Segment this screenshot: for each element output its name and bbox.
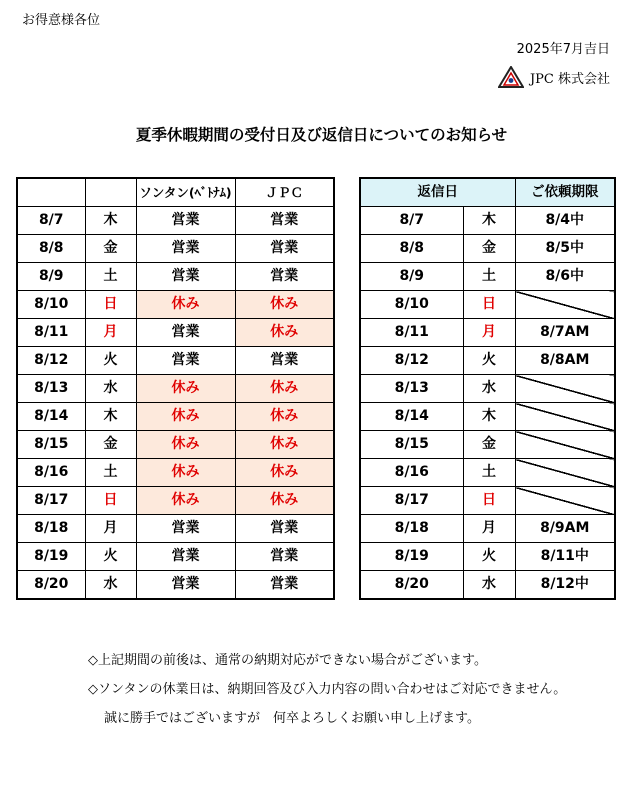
table-header-row (360, 178, 615, 207)
dow-cell: 日 (85, 487, 136, 515)
addressee: お得意様各位 (22, 13, 101, 28)
table-row (360, 403, 615, 431)
notes (88, 646, 566, 733)
reply-dow-cell: 土 (463, 459, 515, 487)
sontan-status-cell: 営業 (136, 347, 235, 375)
date-cell: 8/7 (17, 207, 85, 235)
jpc-status-cell: 休み (235, 431, 334, 459)
reply-dow-cell: 月 (463, 515, 515, 543)
date-cell: 8/13 (17, 375, 85, 403)
header-jpc: ＪＰＣ (235, 178, 334, 207)
jpc-status-cell: 休み (235, 459, 334, 487)
dow-cell: 水 (85, 571, 136, 600)
sontan-status-cell: 営業 (136, 543, 235, 571)
note-3: 誠に勝手ではございますが 何卒よろしくお願い申し上げます。 (104, 711, 480, 726)
deadline-cell: 8/8AM (515, 347, 615, 375)
deadline-cell: 8/9AM (515, 515, 615, 543)
dow-cell: 木 (85, 207, 136, 235)
deadline-cell: 8/6中 (515, 263, 615, 291)
reply-dow-cell: 水 (463, 375, 515, 403)
table-row (17, 235, 334, 263)
table-row (17, 571, 334, 600)
table-row (17, 403, 334, 431)
company-name: JPC 株式会社 (529, 71, 610, 87)
table-row (360, 347, 615, 375)
reply-dow-cell: 金 (463, 431, 515, 459)
reply-date-cell: 8/9 (360, 263, 463, 291)
deadline-cell: 8/4中 (515, 207, 615, 235)
table-row (360, 431, 615, 459)
dow-cell: 金 (85, 235, 136, 263)
sontan-status-cell: 休み (136, 431, 235, 459)
header-deadline: ご依頼期限 (515, 178, 615, 207)
date-cell: 8/18 (17, 515, 85, 543)
reply-dow-cell: 木 (463, 403, 515, 431)
sontan-status-cell: 営業 (136, 207, 235, 235)
reply-date-cell: 8/14 (360, 403, 463, 431)
table-header-row (17, 178, 334, 207)
jpc-triangle-logo-icon (498, 66, 524, 88)
sontan-status-cell: 休み (136, 291, 235, 319)
deadline-na-cell (515, 291, 615, 319)
table-row (360, 291, 615, 319)
date-cell: 8/8 (17, 235, 85, 263)
dow-cell: 木 (85, 403, 136, 431)
table-row (360, 487, 615, 515)
sontan-status-cell: 営業 (136, 515, 235, 543)
dow-cell: 月 (85, 319, 136, 347)
deadline-na-cell (515, 403, 615, 431)
jpc-status-cell: 休み (235, 291, 334, 319)
dow-cell: 火 (85, 347, 136, 375)
sontan-status-cell: 営業 (136, 571, 235, 600)
date-cell: 8/12 (17, 347, 85, 375)
dow-cell: 金 (85, 431, 136, 459)
reply-date-cell: 8/20 (360, 571, 463, 600)
reply-dow-cell: 木 (463, 207, 515, 235)
reply-dow-cell: 土 (463, 263, 515, 291)
table-row (360, 571, 615, 600)
table-row (17, 487, 334, 515)
sontan-status-cell: 休み (136, 487, 235, 515)
date-cell: 8/17 (17, 487, 85, 515)
sontan-status-cell: 営業 (136, 319, 235, 347)
jpc-status-cell: 休み (235, 403, 334, 431)
date-cell: 8/16 (17, 459, 85, 487)
dow-cell: 火 (85, 543, 136, 571)
jpc-status-cell: 休み (235, 375, 334, 403)
reply-date-cell: 8/10 (360, 291, 463, 319)
reply-dow-cell: 日 (463, 487, 515, 515)
table-row (360, 459, 615, 487)
page-title: 夏季休暇期間の受付日及び返信日についてのお知らせ (135, 126, 508, 144)
table-row (17, 515, 334, 543)
deadline-na-cell (515, 431, 615, 459)
table-row (17, 375, 334, 403)
header-dow (85, 178, 136, 207)
jpc-status-cell: 営業 (235, 207, 334, 235)
table-row (360, 207, 615, 235)
reply-date-cell: 8/7 (360, 207, 463, 235)
reply-date-cell: 8/13 (360, 375, 463, 403)
date-cell: 8/15 (17, 431, 85, 459)
date-cell: 8/11 (17, 319, 85, 347)
reply-dow-cell: 金 (463, 235, 515, 263)
table-row (360, 515, 615, 543)
table-row (360, 375, 615, 403)
sontan-status-cell: 営業 (136, 263, 235, 291)
reply-dow-cell: 日 (463, 291, 515, 319)
note-1: ◇上記期間の前後は、通常の納期対応ができない場合がございます。 (88, 653, 487, 668)
table-row (17, 543, 334, 571)
jpc-status-cell: 営業 (235, 515, 334, 543)
reply-date-cell: 8/11 (360, 319, 463, 347)
reply-date-cell: 8/15 (360, 431, 463, 459)
table-row (360, 319, 615, 347)
jpc-status-cell: 営業 (235, 235, 334, 263)
deadline-cell: 8/5中 (515, 235, 615, 263)
reply-dow-cell: 火 (463, 543, 515, 571)
reply-dow-cell: 月 (463, 319, 515, 347)
header-reply-date: 返信日 (360, 178, 515, 207)
table-row (17, 347, 334, 375)
dow-cell: 土 (85, 459, 136, 487)
table-row (17, 431, 334, 459)
deadline-cell: 8/7AM (515, 319, 615, 347)
table-row (360, 263, 615, 291)
issue-date: 2025年7月吉日 (516, 42, 610, 57)
jpc-status-cell: 休み (235, 487, 334, 515)
date-cell: 8/14 (17, 403, 85, 431)
dow-cell: 月 (85, 515, 136, 543)
business-days-table (16, 177, 335, 600)
reply-date-cell: 8/18 (360, 515, 463, 543)
sontan-status-cell: 休み (136, 403, 235, 431)
header-date (17, 178, 85, 207)
note-2: ◇ソンタンの休業日は、納期回答及び入力内容の問い合わせはご対応できません。 (88, 682, 567, 697)
date-cell: 8/9 (17, 263, 85, 291)
reply-date-cell: 8/19 (360, 543, 463, 571)
table-row (17, 207, 334, 235)
deadline-cell: 8/12中 (515, 571, 615, 600)
reply-date-cell: 8/12 (360, 347, 463, 375)
date-cell: 8/19 (17, 543, 85, 571)
reply-date-cell: 8/17 (360, 487, 463, 515)
dow-cell: 水 (85, 375, 136, 403)
reply-date-cell: 8/16 (360, 459, 463, 487)
table-row (360, 543, 615, 571)
sontan-status-cell: 休み (136, 375, 235, 403)
reply-dow-cell: 火 (463, 347, 515, 375)
deadline-na-cell (515, 459, 615, 487)
sontan-status-cell: 営業 (136, 235, 235, 263)
table-row (17, 459, 334, 487)
table-row (17, 319, 334, 347)
reply-dow-cell: 水 (463, 571, 515, 600)
deadline-cell: 8/11中 (515, 543, 615, 571)
deadline-na-cell (515, 487, 615, 515)
date-cell: 8/20 (17, 571, 85, 600)
jpc-status-cell: 営業 (235, 571, 334, 600)
jpc-status-cell: 営業 (235, 347, 334, 375)
table-row (17, 263, 334, 291)
reply-date-cell: 8/8 (360, 235, 463, 263)
dow-cell: 日 (85, 291, 136, 319)
deadline-na-cell (515, 375, 615, 403)
sontan-status-cell: 休み (136, 459, 235, 487)
table-row (17, 291, 334, 319)
header-sontan: ソンタン(ﾍﾞﾄﾅﾑ) (136, 178, 235, 207)
jpc-status-cell: 営業 (235, 263, 334, 291)
company-block (498, 66, 610, 88)
date-cell: 8/10 (17, 291, 85, 319)
reply-deadline-table (359, 177, 616, 600)
dow-cell: 土 (85, 263, 136, 291)
table-row (360, 235, 615, 263)
jpc-status-cell: 営業 (235, 543, 334, 571)
jpc-status-cell: 休み (235, 319, 334, 347)
